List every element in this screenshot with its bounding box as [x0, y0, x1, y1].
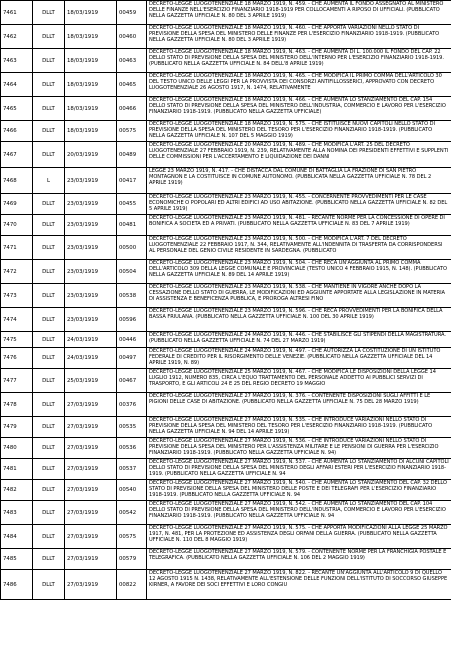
- act-description: DECRETO-LEGGE LUOGOTENENZIALE 18 MARZO 1919, N. 465. - CHE MODIFICA IL PRIMO COMMA DELL'ARTICOLO 30 DEL TESTO UNICO DELLE LEGGI PER LA PROVVISTA DEI CONSORZI ANTIFILLOSSERICI, APPROVATO CON DECRETO LUOGOTENENZIALE 26 AGOSTO 1917, N. 1474, RELATIVAMENTE: [147, 73, 451, 97]
- act-date: 27/03/1919: [65, 393, 117, 417]
- act-type: DLLT: [33, 236, 65, 260]
- act-type: DLLT: [33, 501, 65, 525]
- table-row: [1, 393, 451, 417]
- row-number: 7468: [1, 168, 33, 194]
- table-row: [1, 49, 451, 73]
- act-description: DECRETO-LEGGE LUOGOTENENZIALE 23 MARZO 1919, N. 504. - CHE RECA UN'AGGIUNTA AL PRIMO COMMA DELL'ARTICOLO 309 DELLA LEGGE COMUNALE E PROVINCIALE (TESTO UNICO 4 FEBBRAIO 1915, N. 148). (PUBBLICATO NELLA GAZZETTA UFFICIALE N. 89 DEL 14 APRILE 1919): [147, 260, 451, 284]
- act-date: 27/03/1919: [65, 417, 117, 438]
- act-date: 25/03/1919: [65, 369, 117, 393]
- act-type: DLLT: [33, 480, 65, 501]
- act-type: DLLT: [33, 570, 65, 600]
- act-date: 24/03/1919: [65, 348, 117, 369]
- act-date: 23/03/1919: [65, 308, 117, 332]
- act-description: DECRETO-LEGGE LUOGOTENENZIALE 18 MARZO 1919, N. 466. - CHE AUMENTA LO STANZIAMENTO DEL CAP. 154 DELLO STATO DI PREVISIONE DELLA SPESA DEL MINISTERO DELL'INDUSTRIA, COMMERCIO E LAVORO PER L'ESERCIZIO FINANZIARIO 1918-1919. (PUBBLICATO NELLA GAZZETTA UFFICIALE): [147, 97, 451, 121]
- act-description: DECRETO-LEGGE LUOGOTENENZIALE 23 MARZO 1919, N. 596. - CHE RECA PROVVEDIMENTI PER LA BONIFICA DELLA BASSA FRIULANA. (PUBBLICATO NELLA GAZZETTA UFFICIALE N. 100 DEL 30 APRILE 1919): [147, 308, 451, 332]
- row-number: 7471: [1, 236, 33, 260]
- row-number: 7479: [1, 417, 33, 438]
- act-description: DECRETO-LEGGE LUOGOTENENZIALE 27 MARZO 1919, N. 540. - CHE AUMENTA LO STANZIAMENTO DEL CAP. 32 DELLO STATO DI PREVISIONE DELLA SPESA DEL MINISTERO DELLE POSTE E DEI TELEGRAFI PER L'ESERCIZIO FINANZIARIO 1918-1919. (PUBBLICATO NELLA GAZZETTA UFFICIALE N. 94: [147, 480, 451, 501]
- act-date: 27/03/1919: [65, 549, 117, 570]
- act-description: DECRETO-LEGGE LUOGOTENENZIALE 23 MARZO 1919, N. 455. - CONCERNENTE PROVVEDIMENTI PER LE CASE ECONOMICHE O POPOLARI ED ALTRI EDIFICI AD USO ABITAZIONE. (PUBBLICATO NELLA GAZZETTA UFFICIALE N. 82 DEL 5 APRILE 1919): [147, 194, 451, 215]
- act-description: LEGGE 23 MARZO 1919, N. 417. - CHE DISTACCA DAL COMUNE DI BATTAGLIA LA FRAZIONE DI SAN PIETRO MONTAGNON E LA COSTITUISCE IN COMUNE AUTONOMO. (PUBBLICATA NELLA GAZZETTA UFFICIALE N. 78 DEL 2 APRILE 1919): [147, 168, 451, 194]
- act-date: 27/03/1919: [65, 570, 117, 600]
- table-row: [1, 308, 451, 332]
- act-description: DECRETO-LEGGE LUOGOTENENZIALE 27 MARZO 1919, N. 575. - CHE APPORTA MODIFICAZIONI ALLA LEGGE 25 MARZO 1917, N. 481, PER LA PROTEZIONE ED ASSISTENZA DEGLI ORFANI DELLA GUERRA. (PUBBLICATO NELLA GAZZETTA UFFICIALE N. 110 DEL 8 MAGGIO 1919): [147, 525, 451, 549]
- act-type: DLLT: [33, 1, 65, 25]
- act-date: 23/03/1919: [65, 236, 117, 260]
- act-description: DECRETO-LEGGE LUOGOTENENZIALE 27 MARZO 1919, N. 822. - RECANTE UN'AGGIUNTA ALL'ARTICOLO 9 DI QUELLO 12 AGOSTO 1915 N. 1438, RELATIVAMENTE ALL'ESTENSIONE DELLE FUNZIONI DELL'ISTITUTO DI SOCCORSO GIUSEPPE KIRNER, A FAVORE DEI SOCI EFFETTIVI E LORO CONGIU: [147, 570, 451, 600]
- row-number: 7464: [1, 73, 33, 97]
- row-number: 7486: [1, 570, 33, 600]
- row-number: 7467: [1, 142, 33, 168]
- act-code: 00500: [117, 236, 147, 260]
- act-description: DECRETO-LEGGE LUOGOTENENZIALE 25 MARZO 1919, N. 467. - CHE MODIFICA LE DISPOSIZIONI DELLA LEGGE 14 LUGLIO 1912, NUMERO 835, CIRCA L'EQUO TRATTAMENTO DEL PERSONALE ADDETTO AI PUBBLICI SERVIZI DI TRASPORTO, E GLI ARTICOLI 24 E 25 DEL REGIO DECRETO 19 MAGGIO: [147, 369, 451, 393]
- table-row: [1, 480, 451, 501]
- act-description: DECRETO-LEGGE LUOGOTENENZIALE 27 MARZO 1919, N. 376. - CONTENENTE DISPOSIZIONI SUGLI AFFITTI E LE PIGIONI DELLE CASE DI ABITAZIONE. (PUBBLICATO NELLA GAZZETTA UFFICIALE N. 75 DEL 28 MARZO 1919): [147, 393, 451, 417]
- act-code: 00376: [117, 393, 147, 417]
- row-number: 7476: [1, 348, 33, 369]
- act-description: DECRETO-LEGGE LUOGOTENENZIALE 18 MARZO 1919, N. 575. - CHE ISTITUISCE NUOVI CAPITOLI NELLO STATO DI PREVISIONE DELLA SPESA DEL MINISTERO DEL TESORO PER L'ESERCIZIO FINANZIARIO 1918-1919. (PUBBLICATO NELLA GAZZETTA UFFICIALE N. 107 DEL 5 MAGGIO 1919): [147, 121, 451, 142]
- act-code: 00575: [117, 121, 147, 142]
- act-date: 27/03/1919: [65, 525, 117, 549]
- act-type: DLLT: [33, 417, 65, 438]
- row-number: 7461: [1, 1, 33, 25]
- act-code: 00575: [117, 525, 147, 549]
- act-code: 00504: [117, 260, 147, 284]
- table-row: [1, 348, 451, 369]
- act-type: DLLT: [33, 348, 65, 369]
- act-description: DECRETO-LEGGE LUOGOTENENZIALE 27 MARZO 1919, N. 536. - CHE INTRODUCE VARIAZIONI NELLO STATO DI PREVISIONE DELLA SPESA DEL MINISTERO PER L'ASSISTENZA MILITARE E LE PENSIONI DI GUERRA PER L'ESERCIZIO FINANZIARIO 1918-1919. (PUBBLICATO NELLA GAZZETTA UFFICIALE N. 94): [147, 438, 451, 459]
- act-code: 00481: [117, 215, 147, 236]
- act-code: 00579: [117, 549, 147, 570]
- act-date: 18/03/1919: [65, 49, 117, 73]
- row-number: 7463: [1, 49, 33, 73]
- act-code: 00535: [117, 417, 147, 438]
- row-number: 7482: [1, 480, 33, 501]
- laws-table-body: [1, 1, 451, 600]
- act-description: DECRETO-LEGGE LUOGOTENENZIALE 23 MARZO 1919, N. 538. - CHE MANTIENE IN VIGORE ANCHE DOPO LA CESSAZIONE DELLO STATO DI GUERRA, LE MODIFICAZIONI ED AGGIUNTE APPORTATE ALLA LEGISLAZIONE IN MATERIA DI ASSISTENZA E BENEFICENZA PUBBLICA, E PROROGA ALTRESI FINO: [147, 284, 451, 308]
- table-row: [1, 236, 451, 260]
- act-type: L: [33, 168, 65, 194]
- act-date: 24/03/1919: [65, 332, 117, 348]
- act-code: 00538: [117, 284, 147, 308]
- table-row: [1, 332, 451, 348]
- row-number: 7477: [1, 369, 33, 393]
- row-number: 7481: [1, 459, 33, 480]
- act-description: DECRETO-LEGGE LUOGOTENENZIALE 27 MARZO 1919, N. 542. - CHE AUMENTA LO STANZIAMENTO DEL CAP. 104 DELLO STATO DI PREVISIONE DELLA SPESA DEL MINISTERO DELL'INDUSTRIA, COMMERCIO E LAVORO PER L'ESERCIZIO FINANZIARIO 1918-1919. (PUBBLICATO NELLA GAZZETTA UFFICIALE N. 94: [147, 501, 451, 525]
- act-date: 18/03/1919: [65, 121, 117, 142]
- act-date: 27/03/1919: [65, 480, 117, 501]
- act-type: DLLT: [33, 25, 65, 49]
- act-description: DECRETO-LEGGE LUOGOTENENZIALE 18 MARZO 1919, N. 459. - CHE AUMENTA IL FONDO ASSEGNATO AL MINISTERO DELLE FINANZE NELL'ESERCIZIO FINANZIARIO 1918-1919 PER COLLOCAMENTI A RIPOSO DI UFFICIALI. (PUBBLICATO NELLA GAZZETTA UFFICIALE N. 80 DEL 3 APRILE 1919): [147, 1, 451, 25]
- act-type: DLLT: [33, 194, 65, 215]
- act-code: 00417: [117, 168, 147, 194]
- act-code: 00542: [117, 501, 147, 525]
- act-type: DLLT: [33, 525, 65, 549]
- act-date: 23/03/1919: [65, 260, 117, 284]
- table-row: [1, 549, 451, 570]
- row-number: 7474: [1, 308, 33, 332]
- act-description: DECRETO-LEGGE LUOGOTENENZIALE 23 MARZO 1919, N. 500. - CHE MODIFICA L'ART. 7 DEL DECRETO LUOGOTENENZIALE 22 FEBBRAIO 1917, N. 344, RELATIVAMENTE ALL'INDENNITA DI TRASFERTA DA CORRISPONDERSI AL PERSONALE DEL GENIO CIVILE RESIDENTE IN SARDEGNA. (PUBBLICATO: [147, 236, 451, 260]
- act-code: 00467: [117, 369, 147, 393]
- act-code: 00596: [117, 308, 147, 332]
- act-type: DLLT: [33, 97, 65, 121]
- table-row: [1, 570, 451, 600]
- act-type: DLLT: [33, 393, 65, 417]
- act-description: DECRETO-LEGGE LUOGOTENENZIALE 27 MARZO 1919, N. 535. - CHE INTRODUCE VARIAZIONI NELLO STATO DI PREVISIONE DELLA SPESA DEL MINISTERO DEL TESORO PER L'ESERCIZIO FINANZIARIO 1918-1919. (PUBBLICATO NELLA GAZZETTA UFFICIALE N. 94 DEL 14 APRILE 1919): [147, 417, 451, 438]
- act-date: 23/03/1919: [65, 215, 117, 236]
- act-code: 00489: [117, 142, 147, 168]
- act-description: DECRETO-LEGGE LUOGOTENENZIALE 27 MARZO 1919, N. 579. - CONTENENTE NORME PER LA FRANCHIGIA POSTALE E TELEGRAFICA. (PUBBLICATO NELLA GAZZETTA UFFICIALE N. 106 DEL 2 MAGGIO 1919): [147, 549, 451, 570]
- act-description: DECRETO-LEGGE LUOGOTENENZIALE 18 MARZO 1919, N. 463. - CHE AUMENTA DI L. 100.000 IL FONDO DEL CAP. 22 DELLO STATO DI PREVISIONE DELLA SPESA DEL MINISTERO DELL'INTERNO PER L'ESERCIZIO FINANZIARIO 1918-1919. (PUBBLICATO NELLA GAZZETTA UFFICIALE N. 84 DELL'8 APRILE 1919): [147, 49, 451, 73]
- row-number: 7478: [1, 393, 33, 417]
- act-code: 00537: [117, 459, 147, 480]
- table-row: [1, 369, 451, 393]
- table-row: [1, 25, 451, 49]
- act-code: 00497: [117, 348, 147, 369]
- act-code: 00822: [117, 570, 147, 600]
- table-row: [1, 215, 451, 236]
- row-number: 7466: [1, 121, 33, 142]
- act-code: 00455: [117, 194, 147, 215]
- act-type: DLLT: [33, 260, 65, 284]
- table-row: [1, 168, 451, 194]
- act-type: DLLT: [33, 332, 65, 348]
- row-number: 7465: [1, 97, 33, 121]
- act-type: DLLT: [33, 215, 65, 236]
- row-number: 7483: [1, 501, 33, 525]
- row-number: 7480: [1, 438, 33, 459]
- act-date: 23/03/1919: [65, 168, 117, 194]
- act-code: 00536: [117, 438, 147, 459]
- act-code: 00465: [117, 73, 147, 97]
- act-type: DLLT: [33, 369, 65, 393]
- act-date: 23/03/1919: [65, 284, 117, 308]
- act-code: 00540: [117, 480, 147, 501]
- act-type: DLLT: [33, 284, 65, 308]
- row-number: 7475: [1, 332, 33, 348]
- act-description: DECRETO-LEGGE LUOGOTENENZIALE 27 MARZO 1919, N. 537. - CHE AUMENTA LO STANZIAMENTO DI ALCUNI CAPITOLI DELLO STATO DI PREVISIONE DELLA SPESA DEL MINISTERO DEGLI AFFARI ESTERI PER L'ESERCIZIO FINANZIARIO 1918-1919. (PUBBLICATO NELLA GAZZETTA UFFICIALE N. 94: [147, 459, 451, 480]
- act-date: 27/03/1919: [65, 459, 117, 480]
- table-row: [1, 284, 451, 308]
- act-description: DECRETO-LEGGE LUOGOTENENZIALE 24 MARZO 1919, N. 497. - CHE AUTORIZZA LA COSTITUZIONE DI UN ISTITUTO FEDERALE DI CREDITO PER IL RISORGIMENTO DELLE VENEZIE. (PUBBLICATO NELLA GAZZETTA UFFICIALE DEL 14 APRILE 1919, N. 89): [147, 348, 451, 369]
- act-type: DLLT: [33, 73, 65, 97]
- row-number: 7472: [1, 260, 33, 284]
- act-code: 00459: [117, 1, 147, 25]
- act-date: 18/03/1919: [65, 97, 117, 121]
- table-row: [1, 260, 451, 284]
- table-row: [1, 1, 451, 25]
- table-row: [1, 459, 451, 480]
- row-number: 7473: [1, 284, 33, 308]
- act-description: DECRETO-LEGGE LUOGOTENENZIALE 23 MARZO 1919, N. 481. - RECANTE NORME PER LA CONCESSIONE DI OPERE DI BONIFICA A SOCIETA ED A PRIVATI. (PUBBLICATO NELLA GAZZETTA UFFICIALE N. 83 DEL 7 APRILE 1919): [147, 215, 451, 236]
- act-date: 27/03/1919: [65, 438, 117, 459]
- act-code: 00463: [117, 49, 147, 73]
- table-row: [1, 438, 451, 459]
- row-number: 7462: [1, 25, 33, 49]
- act-code: 00446: [117, 332, 147, 348]
- table-row: [1, 417, 451, 438]
- row-number: 7484: [1, 525, 33, 549]
- act-type: DLLT: [33, 142, 65, 168]
- act-date: 23/03/1919: [65, 194, 117, 215]
- table-row: [1, 501, 451, 525]
- act-description: DECRETO-LEGGE LUOGOTENENZIALE 18 MARZO 1919, N. 460. - CHE APPORTA VARIAZIONI NELLO STATO DI PREVISIONE DELLA SPESA DEL MINISTERO DELLE FINANZE PER L'ESERCIZIO FINANZIARIO 1918-1919. (PUBBLICATO NELLA GAZZETTA UFFICIALE N. 80 DEL 3 APRILE 1919): [147, 25, 451, 49]
- table-row: [1, 73, 451, 97]
- act-description: DECRETO-LEGGE LUOGOTENENZIALE 24 MARZO 1919, N. 446. - CHE STABILISCE GLI STIPENDI DELLA MAGISTRATURA. (PUBBLICATO NELLA GAZZETTA UFFICIALE N. 74 DEL 27 MARZO 1919): [147, 332, 451, 348]
- table-row: [1, 121, 451, 142]
- act-date: 18/03/1919: [65, 73, 117, 97]
- act-type: DLLT: [33, 459, 65, 480]
- act-type: DLLT: [33, 549, 65, 570]
- act-date: 27/03/1919: [65, 501, 117, 525]
- row-number: 7485: [1, 549, 33, 570]
- act-type: DLLT: [33, 121, 65, 142]
- act-type: DLLT: [33, 49, 65, 73]
- act-date: 18/03/1919: [65, 1, 117, 25]
- table-row: [1, 525, 451, 549]
- act-type: DLLT: [33, 438, 65, 459]
- act-type: DLLT: [33, 308, 65, 332]
- act-date: 20/03/1919: [65, 142, 117, 168]
- row-number: 7469: [1, 194, 33, 215]
- table-row: [1, 142, 451, 168]
- table-row: [1, 194, 451, 215]
- row-number: 7470: [1, 215, 33, 236]
- act-date: 18/03/1919: [65, 25, 117, 49]
- act-code: 00460: [117, 25, 147, 49]
- act-description: DECRETO-LEGGE LUOGOTENENZIALE 20 MARZO 1919, N. 489. - CHE MODIFICA L'ART. 25 DEL DECRETO LUOGOTENENZIALE 27 FEBBRAIO 1919, N. 239, RELATIVAMENTE ALLA NOMINA DEI PRESIDENTI EFFETTIVI E SUPPLENTI DELLE COMMISSIONI PER L'ACCERTAMENTO E LIQUIDAZIONE DEI DANNI: [147, 142, 451, 168]
- table-row: [1, 97, 451, 121]
- act-code: 00466: [117, 97, 147, 121]
